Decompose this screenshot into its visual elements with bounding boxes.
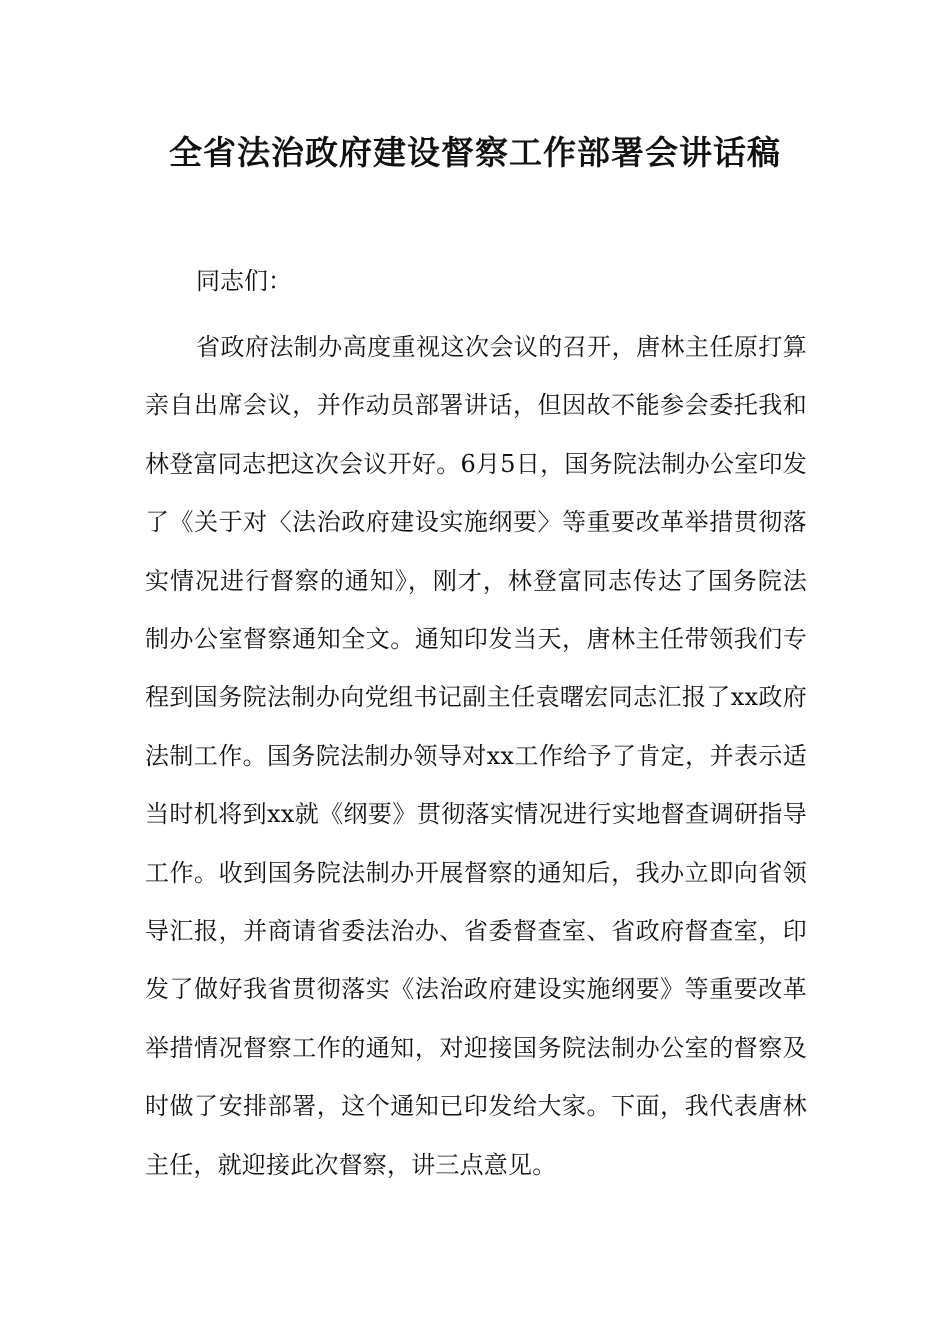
document-title: 全省法治政府建设督察工作部署会讲话稿 xyxy=(169,133,781,172)
body-paragraph: 省政府法制办高度重视这次会议的召开，唐林主任原打算亲自出席会议，并作动员部署讲话，但因故不能参会委托我和林登富同志把这次会议开好。6月5日，国务院法制办公室印发了《关于对〈法治政府建设实施纲要〉等重要改革举措贯彻落实情况进行督察的通知》，刚才，林登富同志传达了国务院法制办公室督察通知全文。通知印发当天，唐林主任带领我们专程到国务院法制办向党组书记副主任袁曙宏同志汇报了xx政府法制工作。国务院法制办领导对xx工作给予了肯定，并表示适当时机将到xx就《纲要》贯彻落实情况进行实地督查调研指导工作。收到国务院法制办开展督察的通知后，我办立即向省领导汇报，并商请省委法治办、省委督查室、省政府督查室，印发了做好我省贯彻落实《法治政府建设实施纲要》等重要改革举措情况督察工作的通知，对迎接国务院法制办公室的督察及时做了安排部署，这个通知已印发给大家。下面，我代表唐林主任，就迎接此次督察，讲三点意见。 xyxy=(145,333,807,1179)
salutation: 同志们： xyxy=(196,267,292,295)
